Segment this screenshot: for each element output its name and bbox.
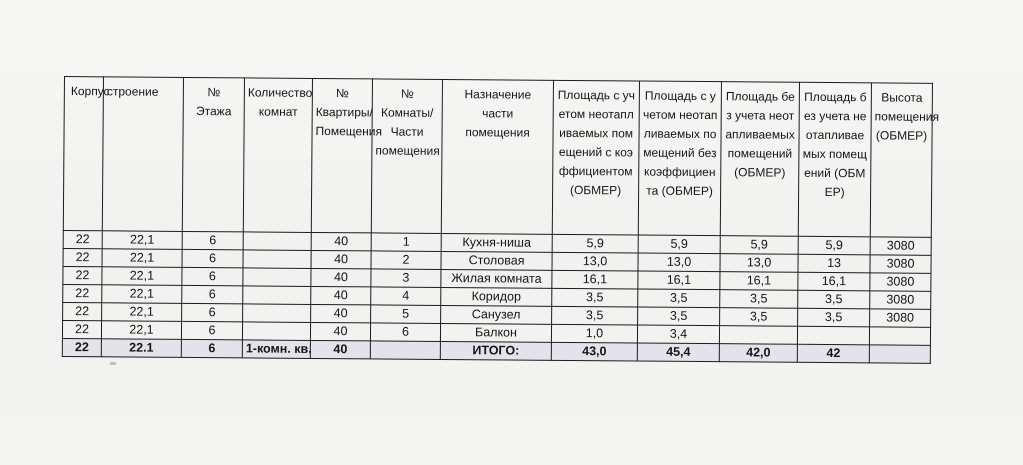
- cell-area-without-coefficient: 5,9: [638, 235, 720, 254]
- cell-area-with-coefficient: 13,0: [552, 252, 638, 271]
- cell-area-without-coefficient: 3,5: [638, 289, 720, 308]
- cell-building: 22: [63, 302, 102, 320]
- cell-purpose: Столовая: [441, 251, 552, 270]
- cell-building: 22: [62, 320, 101, 338]
- cell-structure: 22,1: [102, 303, 182, 322]
- cell-structure: 22,1: [102, 231, 182, 250]
- total-label: ИТОГО:: [440, 341, 551, 360]
- cell-floor: 6: [182, 285, 243, 303]
- cell-room-count: [243, 232, 311, 251]
- room-area-table: [62, 76, 940, 364]
- header-cell-apartment-number: № Квартиры/ Помещения: [311, 78, 372, 232]
- cell-area-with-coefficient: 1,0: [551, 324, 637, 343]
- cell-area-excluding-unheated: 3,5: [720, 290, 798, 309]
- header-cell-room-count: Количество комнат: [243, 78, 312, 233]
- cell-height: 3080: [870, 273, 931, 291]
- cell-apartment: 40: [311, 232, 371, 250]
- cell-purpose: Кухня-ниша: [441, 233, 552, 252]
- total-area-excluding-unheated: 42,0: [719, 344, 797, 363]
- header-cell-purpose: Назначение части помещения: [441, 79, 553, 234]
- cell-area-without-coefficient: 13,0: [638, 253, 720, 272]
- total-area-with-coefficient: 43,0: [551, 342, 637, 361]
- cell-area-excluding-unheated: 3,5: [720, 308, 798, 327]
- total-room-count: 1-комн. кв.: [242, 340, 310, 359]
- header-cell-room-number: № Комнаты/ Части помещения: [371, 79, 442, 234]
- cell-room-count: [243, 304, 311, 323]
- cell-area-excluding-unheated: 13,0: [720, 254, 798, 273]
- cell-structure: 22,1: [101, 321, 181, 340]
- cell-room-count: [243, 250, 311, 269]
- cell-apartment: 40: [311, 286, 371, 304]
- cell-area-excluding-unheated-2: 16,1: [798, 272, 870, 291]
- total-building: 22: [62, 338, 101, 356]
- total-structure: 22.1: [101, 339, 181, 358]
- scan-smudge: [110, 362, 116, 365]
- cell-apartment: 40: [311, 304, 371, 322]
- cell-area-excluding-unheated: 16,1: [720, 272, 798, 291]
- header-cell-building: Корпус: [63, 77, 103, 231]
- cell-area-excluding-unheated-2: 13: [798, 254, 870, 273]
- total-apartment: 40: [310, 340, 370, 358]
- header-cell-area-without-coefficient: Площадь с учетом неотапливаемых помещений без коэффициента (ОБМЕР): [638, 81, 721, 236]
- total-area-excluding-unheated-2: 42: [797, 344, 869, 363]
- cell-structure: 22,1: [102, 285, 182, 304]
- cell-purpose: Балкон: [440, 323, 551, 342]
- header-cell-area-excluding-unheated: Площадь без учета неотапливаемых помещений (ОБМЕР): [720, 82, 799, 237]
- header-cell-structure: строение: [102, 77, 183, 232]
- header-row: [63, 77, 932, 238]
- cell-room-number: 5: [371, 305, 441, 324]
- cell-room-number: 3: [371, 269, 441, 288]
- cell-room-number: 4: [371, 287, 441, 306]
- cell-height: 3080: [870, 255, 931, 273]
- cell-apartment: 40: [310, 322, 370, 340]
- cell-area-excluding-unheated-2: 5,9: [798, 236, 870, 255]
- cell-area-excluding-unheated: [719, 326, 797, 345]
- cell-room-count: [243, 286, 311, 305]
- header-cell-floor: № Этажа: [182, 77, 244, 231]
- cell-floor: 6: [182, 231, 243, 249]
- cell-building: 22: [63, 230, 102, 248]
- cell-height: 3080: [870, 237, 931, 255]
- total-height: [869, 345, 930, 363]
- cell-area-excluding-unheated-2: 3,5: [798, 308, 870, 327]
- cell-room-number: 6: [370, 323, 440, 342]
- cell-height: [869, 327, 930, 345]
- cell-area-without-coefficient: 16,1: [638, 271, 720, 290]
- cell-purpose: Коридор: [441, 287, 552, 306]
- cell-floor: 6: [182, 267, 243, 285]
- cell-floor: 6: [182, 303, 243, 321]
- cell-room-number: 1: [371, 233, 441, 252]
- cell-room-count: [242, 322, 310, 341]
- cell-area-without-coefficient: 3,4: [637, 325, 719, 344]
- cell-floor: 6: [181, 321, 242, 339]
- cell-area-excluding-unheated-2: 3,5: [798, 290, 870, 309]
- cell-apartment: 40: [311, 268, 371, 286]
- cell-structure: 22,1: [102, 267, 182, 286]
- total-floor: 6: [181, 339, 242, 357]
- cell-area-with-coefficient: 3,5: [552, 288, 638, 307]
- total-room-number: [370, 341, 440, 360]
- cell-building: 22: [63, 248, 102, 266]
- cell-area-with-coefficient: 16,1: [552, 270, 638, 289]
- cell-height: 3080: [870, 291, 931, 309]
- cell-area-excluding-unheated: 5,9: [720, 236, 798, 255]
- cell-area-without-coefficient: 3,5: [638, 307, 720, 326]
- total-area-without-coefficient: 45,4: [637, 343, 719, 362]
- cell-area-excluding-unheated-2: [797, 326, 869, 345]
- header-cell-area-excluding-unheated-2: Площадь без учета неотапливаемых помещений (ОБМЕР): [798, 82, 871, 237]
- cell-floor: 6: [182, 249, 243, 267]
- cell-area-with-coefficient: 3,5: [552, 306, 638, 325]
- cell-building: 22: [63, 284, 102, 302]
- cell-structure: 22,1: [102, 249, 182, 268]
- cell-building: 22: [63, 266, 102, 284]
- header-cell-room-height: Высота помещения (ОБМЕР): [870, 83, 932, 237]
- cell-purpose: Жилая комната: [441, 269, 552, 288]
- cell-room-count: [243, 268, 311, 287]
- cell-purpose: Санузел: [441, 305, 552, 324]
- cell-height: 3080: [870, 309, 931, 327]
- cell-apartment: 40: [311, 250, 371, 268]
- header-cell-area-with-coefficient: Площадь с учетом неотапливаемых помещений с коэффициентом (ОБМЕР): [552, 80, 639, 235]
- cell-area-with-coefficient: 5,9: [552, 234, 638, 253]
- cell-room-number: 2: [371, 251, 441, 270]
